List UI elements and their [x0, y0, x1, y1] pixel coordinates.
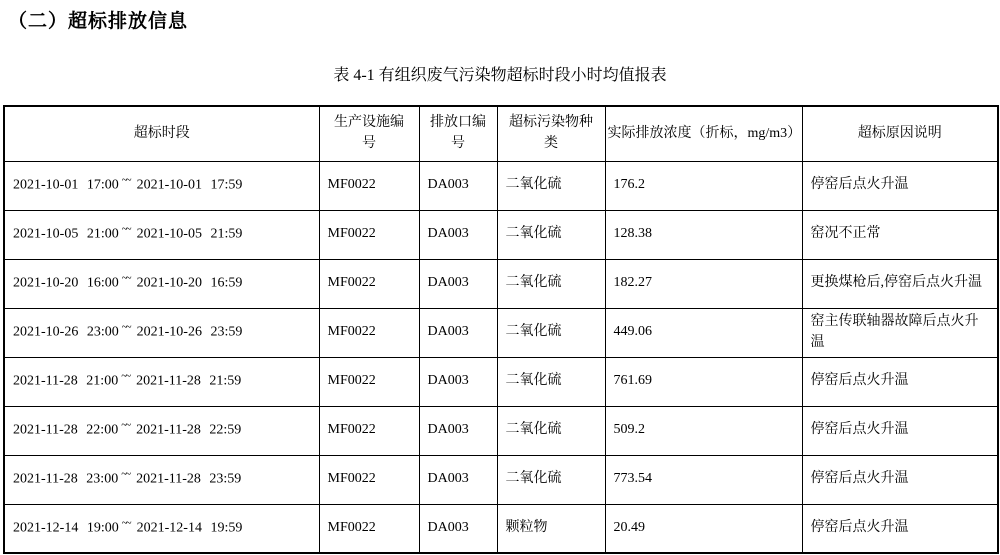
period-start: 2021-11-28 23:00	[13, 471, 119, 487]
cell-pollutant: 二氧化硫	[497, 455, 605, 504]
cell-outlet-id: DA003	[419, 210, 497, 259]
cell-outlet-id: DA003	[419, 504, 497, 553]
cell-facility-id: MF0022	[319, 210, 419, 259]
period-end: 2021-10-01 17:59	[136, 177, 243, 193]
cell-concentration: 773.54	[605, 455, 802, 504]
table-row	[4, 406, 998, 455]
cell-facility-id: MF0022	[319, 259, 419, 308]
period-separator: ~~	[121, 370, 130, 383]
col-header-facility-id: 生产设施编号	[319, 106, 419, 161]
cell-pollutant: 二氧化硫	[497, 357, 605, 406]
cell-pollutant: 二氧化硫	[497, 210, 605, 259]
cell-reason: 窑况不正常	[802, 210, 998, 259]
cell-outlet-id: DA003	[419, 455, 497, 504]
section-heading: （二）超标排放信息	[8, 11, 189, 32]
col-header-period: 超标时段	[4, 106, 319, 161]
cell-concentration: 20.49	[605, 504, 802, 553]
cell-facility-id: MF0022	[319, 357, 419, 406]
period-end: 2021-11-28 23:59	[136, 471, 242, 487]
cell-period	[4, 259, 319, 308]
exceedance-table	[3, 105, 999, 554]
cell-period	[4, 308, 319, 357]
period-separator: ~~	[121, 419, 130, 432]
cell-reason: 停窑后点火升温	[802, 406, 998, 455]
period-separator: ~~	[121, 468, 130, 481]
cell-facility-id: MF0022	[319, 406, 419, 455]
table-row	[4, 357, 998, 406]
table-row	[4, 259, 998, 308]
period-separator: ~~	[121, 174, 130, 187]
cell-period	[4, 210, 319, 259]
cell-facility-id: MF0022	[319, 455, 419, 504]
cell-period	[4, 455, 319, 504]
table-row	[4, 210, 998, 259]
cell-outlet-id: DA003	[419, 259, 497, 308]
cell-facility-id: MF0022	[319, 161, 419, 210]
period-start: 2021-10-01 17:00	[13, 177, 119, 193]
period-start: 2021-11-28 22:00	[13, 422, 119, 438]
col-header-reason: 超标原因说明	[802, 106, 998, 161]
cell-period	[4, 357, 319, 406]
period-separator: ~~	[121, 321, 130, 334]
cell-concentration: 449.06	[605, 308, 802, 357]
col-header-outlet-id: 排放口编号	[419, 106, 497, 161]
period-end: 2021-10-20 16:59	[136, 275, 243, 291]
period-start: 2021-10-05 21:00	[13, 226, 119, 242]
cell-concentration: 761.69	[605, 357, 802, 406]
period-end: 2021-12-14 19:59	[136, 520, 243, 536]
period-separator: ~~	[121, 223, 130, 236]
cell-period	[4, 504, 319, 553]
table-body	[4, 161, 998, 553]
period-start: 2021-11-28 21:00	[13, 373, 119, 389]
period-end: 2021-10-05 21:59	[136, 226, 243, 242]
table-row	[4, 308, 998, 357]
cell-concentration: 176.2	[605, 161, 802, 210]
cell-reason: 停窑后点火升温	[802, 161, 998, 210]
cell-pollutant: 颗粒物	[497, 504, 605, 553]
period-separator: ~~	[121, 516, 130, 529]
period-end: 2021-11-28 22:59	[136, 422, 242, 438]
cell-pollutant: 二氧化硫	[497, 161, 605, 210]
cell-concentration: 509.2	[605, 406, 802, 455]
cell-pollutant: 二氧化硫	[497, 308, 605, 357]
table-header-row	[4, 106, 998, 161]
table-header	[4, 106, 998, 161]
cell-period	[4, 406, 319, 455]
cell-pollutant: 二氧化硫	[497, 259, 605, 308]
cell-outlet-id: DA003	[419, 161, 497, 210]
cell-reason: 窑主传联轴器故障后点火升温	[802, 308, 998, 357]
col-header-concentration: 实际排放浓度（折标，mg/m3）	[605, 106, 802, 161]
period-separator: ~~	[121, 272, 130, 285]
table-row	[4, 455, 998, 504]
col-header-pollutant: 超标污染物种类	[497, 106, 605, 161]
cell-outlet-id: DA003	[419, 308, 497, 357]
cell-facility-id: MF0022	[319, 504, 419, 553]
cell-period	[4, 161, 319, 210]
cell-reason: 停窑后点火升温	[802, 455, 998, 504]
table-row	[4, 504, 998, 553]
cell-outlet-id: DA003	[419, 357, 497, 406]
cell-reason: 停窑后点火升温	[802, 357, 998, 406]
period-end: 2021-10-26 23:59	[136, 324, 243, 340]
table-title: 表 4-1 有组织废气污染物超标时段小时均值报表	[333, 67, 667, 84]
cell-outlet-id: DA003	[419, 406, 497, 455]
cell-pollutant: 二氧化硫	[497, 406, 605, 455]
cell-facility-id: MF0022	[319, 308, 419, 357]
period-end: 2021-11-28 21:59	[136, 373, 242, 389]
table-row	[4, 161, 998, 210]
period-start: 2021-10-20 16:00	[13, 275, 119, 291]
period-start: 2021-10-26 23:00	[13, 324, 119, 340]
period-start: 2021-12-14 19:00	[13, 520, 119, 536]
cell-concentration: 128.38	[605, 210, 802, 259]
cell-reason: 停窑后点火升温	[802, 504, 998, 553]
cell-concentration: 182.27	[605, 259, 802, 308]
cell-reason: 更换煤枪后,停窑后点火升温	[802, 259, 998, 308]
